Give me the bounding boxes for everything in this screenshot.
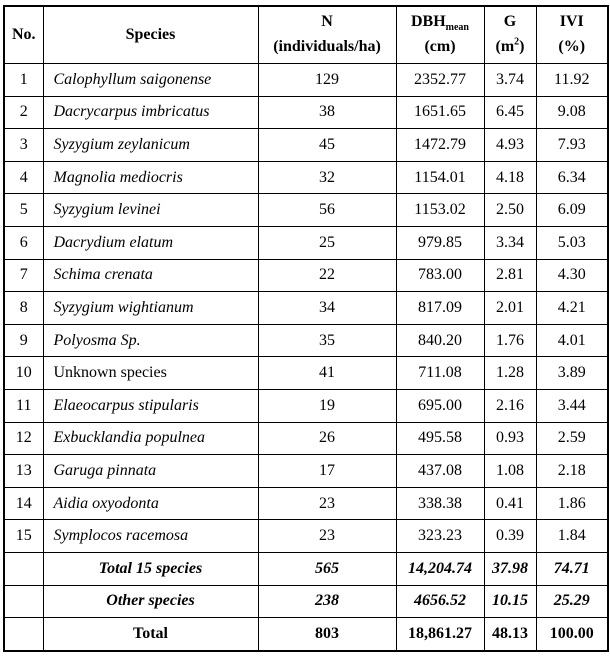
row-number-cell: 9 — [4, 324, 43, 357]
n-individuals-cell: 565 — [258, 552, 396, 585]
header-row — [4, 6, 608, 64]
header-dbh-base: DBH — [410, 13, 446, 31]
basal-area-cell: 4.18 — [484, 161, 536, 194]
ivi-cell: 5.03 — [536, 226, 608, 259]
header-no — [4, 6, 43, 64]
header-species-label: Species — [125, 25, 176, 43]
basal-area-cell: 4.93 — [484, 129, 536, 162]
ivi-cell: 4.30 — [536, 259, 608, 292]
basal-area-cell: 6.45 — [484, 96, 536, 129]
dbh-mean-cell: 14,204.74 — [396, 552, 484, 585]
table-row — [4, 324, 608, 357]
species-cell: Syzygium wightianum — [43, 292, 258, 325]
ivi-cell: 2.59 — [536, 422, 608, 455]
n-individuals-cell: 32 — [258, 161, 396, 194]
basal-area-cell: 0.93 — [484, 422, 536, 455]
ivi-cell: 9.08 — [536, 96, 608, 129]
table-row — [4, 455, 608, 488]
species-cell: Magnolia mediocris — [43, 161, 258, 194]
species-cell: Total 15 species — [43, 552, 258, 585]
basal-area-cell: 2.50 — [484, 194, 536, 227]
basal-area-cell: 3.74 — [484, 64, 536, 97]
basal-area-cell: 2.16 — [484, 389, 536, 422]
dbh-mean-cell: 495.58 — [396, 422, 484, 455]
basal-area-cell: 37.98 — [484, 552, 536, 585]
table-row — [4, 96, 608, 129]
n-individuals-cell: 17 — [258, 455, 396, 488]
table-row — [4, 389, 608, 422]
ivi-cell: 11.92 — [536, 64, 608, 97]
n-individuals-cell: 38 — [258, 96, 396, 129]
ivi-cell: 3.89 — [536, 357, 608, 390]
species-cell: Garuga pinnata — [43, 455, 258, 488]
ivi-cell: 2.18 — [536, 455, 608, 488]
n-individuals-cell: 22 — [258, 259, 396, 292]
dbh-mean-cell: 711.08 — [396, 357, 484, 390]
row-number-cell: 8 — [4, 292, 43, 325]
summary-row — [4, 552, 608, 585]
ivi-cell: 25.29 — [536, 585, 608, 618]
dbh-mean-cell: 979.85 — [396, 226, 484, 259]
header-g-superscript: 2 — [514, 36, 520, 48]
basal-area-cell: 0.39 — [484, 520, 536, 553]
species-cell: Dacrycarpus imbricatus — [43, 96, 258, 129]
table-row — [4, 64, 608, 97]
species-cell: Schima crenata — [43, 259, 258, 292]
row-number-cell: 5 — [4, 194, 43, 227]
n-individuals-cell: 19 — [258, 389, 396, 422]
row-number-cell — [4, 618, 43, 651]
n-individuals-cell: 23 — [258, 520, 396, 553]
row-number-cell: 2 — [4, 96, 43, 129]
table-row — [4, 357, 608, 390]
basal-area-cell: 1.76 — [484, 324, 536, 357]
dbh-mean-cell: 1472.79 — [396, 129, 484, 162]
basal-area-cell: 1.08 — [484, 455, 536, 488]
dbh-mean-cell: 437.08 — [396, 455, 484, 488]
row-number-cell: 15 — [4, 520, 43, 553]
row-number-cell: 4 — [4, 161, 43, 194]
dbh-mean-cell: 695.00 — [396, 389, 484, 422]
row-number-cell: 1 — [4, 64, 43, 97]
row-number-cell: 14 — [4, 487, 43, 520]
header-dbh-line2: (cm) — [424, 38, 456, 55]
n-individuals-cell: 803 — [258, 618, 396, 651]
header-g-unit-pre: (m — [495, 38, 515, 55]
table-row — [4, 259, 608, 292]
n-individuals-cell: 45 — [258, 129, 396, 162]
n-individuals-cell: 35 — [258, 324, 396, 357]
n-individuals-cell: 25 — [258, 226, 396, 259]
row-number-cell: 10 — [4, 357, 43, 390]
n-individuals-cell: 238 — [258, 585, 396, 618]
header-ivi-line1: IVI — [559, 13, 584, 31]
ivi-cell: 100.00 — [536, 618, 608, 651]
ivi-cell: 7.93 — [536, 129, 608, 162]
n-individuals-cell: 56 — [258, 194, 396, 227]
header-ivi-line2: (%) — [558, 38, 586, 55]
header-g — [484, 6, 536, 64]
header-n-line1: N — [321, 13, 333, 31]
dbh-mean-cell: 817.09 — [396, 292, 484, 325]
table-row — [4, 292, 608, 325]
basal-area-cell: 3.34 — [484, 226, 536, 259]
paper-table-page — [0, 5, 610, 664]
n-individuals-cell: 34 — [258, 292, 396, 325]
row-number-cell: 12 — [4, 422, 43, 455]
ivi-cell: 74.71 — [536, 552, 608, 585]
table-header — [4, 6, 608, 64]
row-number-cell — [4, 552, 43, 585]
dbh-mean-cell: 323.23 — [396, 520, 484, 553]
header-g-unit-post: ) — [519, 38, 525, 55]
table-row — [4, 520, 608, 553]
ivi-cell: 6.34 — [536, 161, 608, 194]
basal-area-cell: 2.81 — [484, 259, 536, 292]
dbh-mean-cell: 2352.77 — [396, 64, 484, 97]
species-ivi-table — [3, 5, 609, 652]
table-row — [4, 487, 608, 520]
header-no-label: No. — [11, 25, 36, 43]
species-cell: Calophyllum saigonense — [43, 64, 258, 97]
ivi-cell: 1.84 — [536, 520, 608, 553]
row-number-cell: 7 — [4, 259, 43, 292]
species-cell: Exbucklandia populnea — [43, 422, 258, 455]
dbh-mean-cell: 4656.52 — [396, 585, 484, 618]
species-cell: Dacrydium elatum — [43, 226, 258, 259]
summary-row — [4, 618, 608, 651]
species-cell: Elaeocarpus stipularis — [43, 389, 258, 422]
dbh-mean-cell: 840.20 — [396, 324, 484, 357]
ivi-cell: 4.01 — [536, 324, 608, 357]
header-ivi — [536, 6, 608, 64]
dbh-mean-cell: 1153.02 — [396, 194, 484, 227]
species-cell: Total — [43, 618, 258, 651]
species-cell: Symplocos racemosa — [43, 520, 258, 553]
basal-area-cell: 10.15 — [484, 585, 536, 618]
ivi-cell: 4.21 — [536, 292, 608, 325]
table-body — [4, 64, 608, 651]
table-row — [4, 226, 608, 259]
species-cell: Unknown species — [43, 357, 258, 390]
header-dbh-subscript: mean — [445, 22, 469, 34]
ivi-cell: 1.86 — [536, 487, 608, 520]
dbh-mean-cell: 18,861.27 — [396, 618, 484, 651]
header-species — [43, 6, 258, 64]
dbh-mean-cell: 1154.01 — [396, 161, 484, 194]
species-cell: Other species — [43, 585, 258, 618]
header-dbh — [396, 6, 484, 64]
row-number-cell: 13 — [4, 455, 43, 488]
row-number-cell: 3 — [4, 129, 43, 162]
dbh-mean-cell: 783.00 — [396, 259, 484, 292]
n-individuals-cell: 26 — [258, 422, 396, 455]
basal-area-cell: 0.41 — [484, 487, 536, 520]
n-individuals-cell: 41 — [258, 357, 396, 390]
row-number-cell: 6 — [4, 226, 43, 259]
table-row — [4, 161, 608, 194]
header-g-line1: G — [503, 13, 517, 31]
basal-area-cell: 48.13 — [484, 618, 536, 651]
header-n-line2: (individuals/ha) — [273, 38, 381, 55]
species-cell: Aidia oxyodonta — [43, 487, 258, 520]
species-cell: Polyosma Sp. — [43, 324, 258, 357]
species-cell: Syzygium levinei — [43, 194, 258, 227]
dbh-mean-cell: 1651.65 — [396, 96, 484, 129]
summary-row — [4, 585, 608, 618]
basal-area-cell: 1.28 — [484, 357, 536, 390]
ivi-cell: 3.44 — [536, 389, 608, 422]
table-row — [4, 194, 608, 227]
basal-area-cell: 2.01 — [484, 292, 536, 325]
row-number-cell — [4, 585, 43, 618]
table-row — [4, 129, 608, 162]
table-row — [4, 422, 608, 455]
row-number-cell: 11 — [4, 389, 43, 422]
n-individuals-cell: 23 — [258, 487, 396, 520]
dbh-mean-cell: 338.38 — [396, 487, 484, 520]
ivi-cell: 6.09 — [536, 194, 608, 227]
species-cell: Syzygium zeylanicum — [43, 129, 258, 162]
header-n — [258, 6, 396, 64]
n-individuals-cell: 129 — [258, 64, 396, 97]
